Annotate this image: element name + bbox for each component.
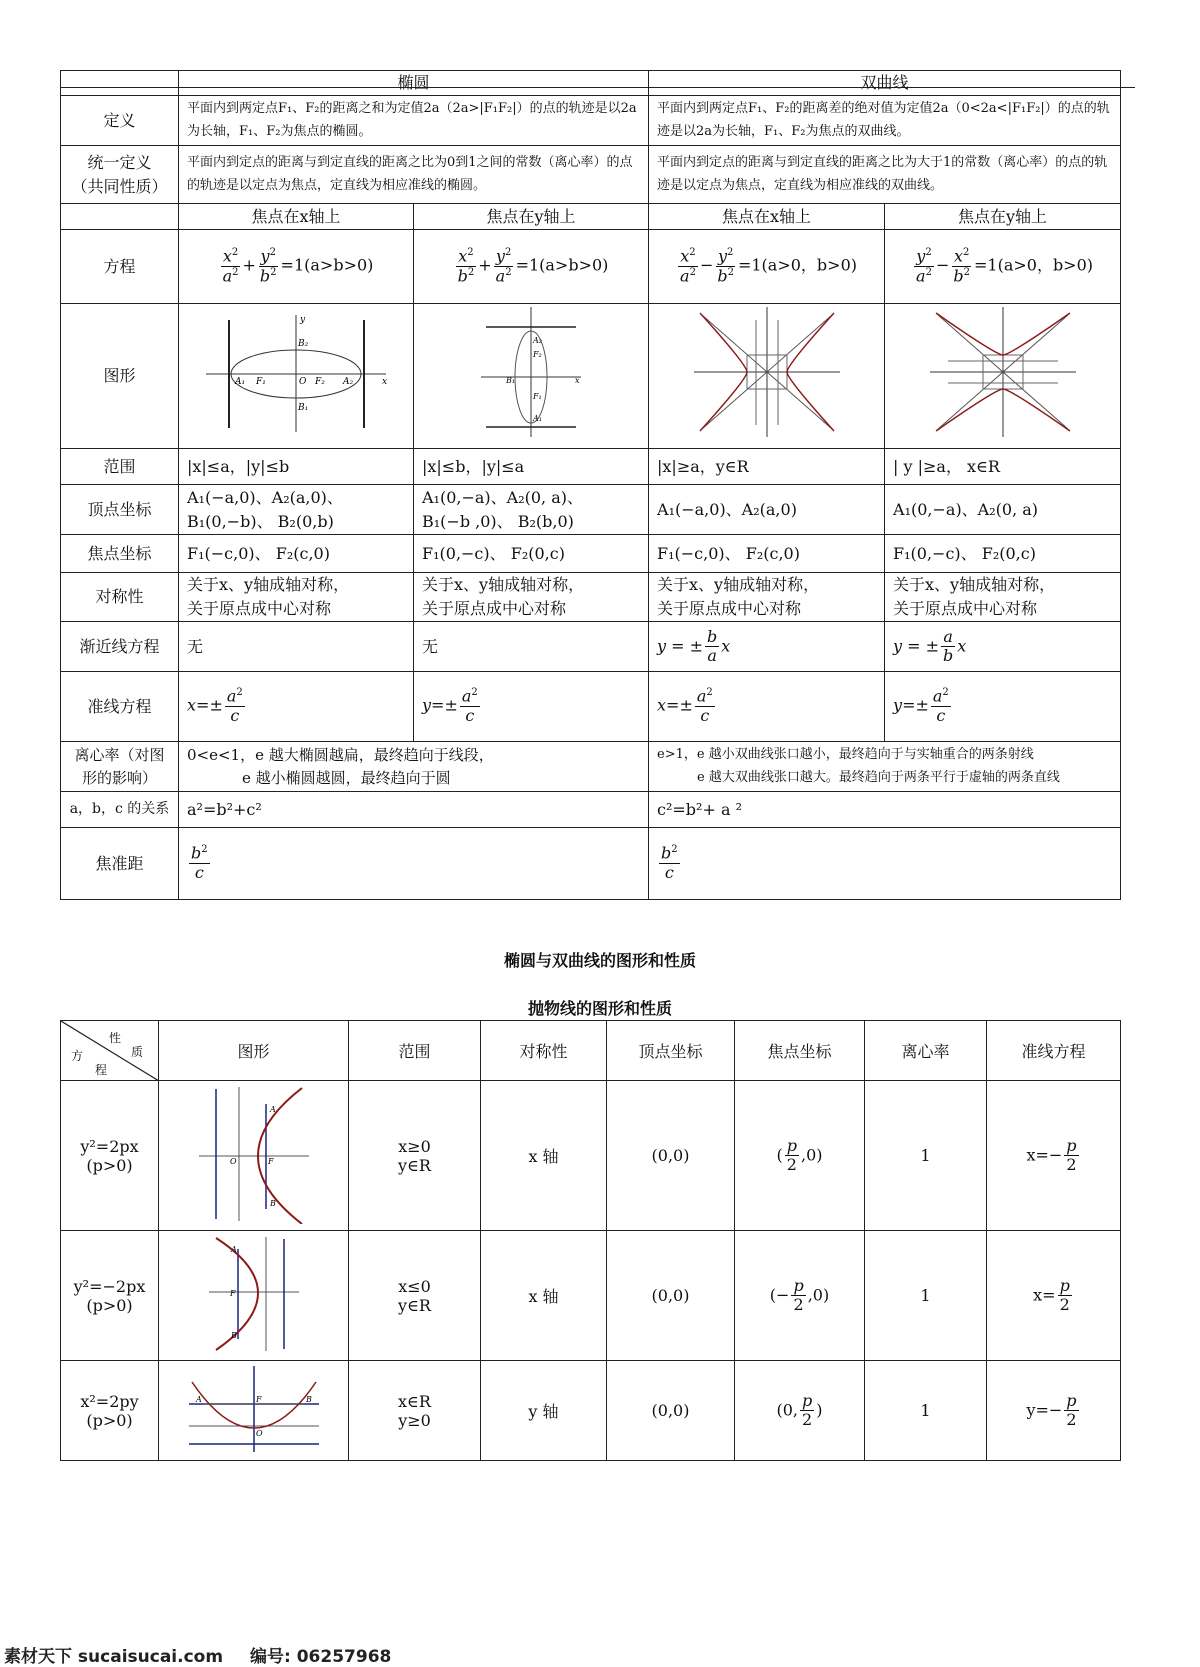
range-1: |x|≤a，|y|≤b: [179, 449, 414, 485]
svg-text:F₁: F₁: [256, 377, 266, 387]
svg-text:B: B: [305, 1394, 312, 1404]
svg-text:B: B: [269, 1198, 276, 1208]
corner-cell: [61, 71, 179, 96]
vertex-row: [61, 485, 1121, 535]
diagonal-corner-cell: 性 质 方 程: [61, 1021, 159, 1081]
vertex-label: 顶点坐标: [61, 485, 179, 535]
sub-header-4: 焦点在y轴上: [885, 204, 1121, 230]
row2-focus: (− $\frac{p}{2}$ ,0): [735, 1231, 865, 1361]
svg-text:F: F: [267, 1156, 274, 1166]
parabola-row-2: [61, 1231, 1121, 1361]
svg-text:F₂: F₂: [533, 350, 542, 359]
parabola-row-1: [61, 1081, 1121, 1231]
focus-1: F₁(−c,0)、 F₂(c,0): [179, 535, 414, 573]
symmetry-3: 关于x、y轴成轴对称， 关于原点成中心对称: [649, 573, 885, 622]
range-2: |x|≤b，|y|≤a: [414, 449, 649, 485]
parabola-header-row: [61, 1021, 1121, 1081]
row1-focus: ( $\frac{p}{2}$ ,0): [735, 1081, 865, 1231]
row2-range: x≤0 y∈R: [349, 1231, 481, 1361]
hyperbola-unified: 平面内到定点的距离与到定直线的距离之比为大于1的常数（离心率）的点的轨迹是以定点为焦点，定直线为相应准线的双曲线。: [649, 146, 1121, 204]
header-vertex: 顶点坐标: [607, 1021, 735, 1081]
hyperbola-y-graph: [928, 305, 1078, 440]
asymptote-1: 无: [179, 622, 414, 672]
row3-vertex: (0,0): [607, 1361, 735, 1461]
vertex-3: A₁(−a,0)、A₂(a,0): [649, 485, 885, 535]
svg-text:x: x: [575, 376, 580, 385]
svg-text:A: A: [269, 1104, 276, 1114]
svg-text:B₁: B₁: [506, 376, 516, 385]
equation-label: 方程: [61, 230, 179, 304]
range-row: [61, 449, 1121, 485]
figure-label: 图形: [61, 304, 179, 449]
asymptote-label: 渐近线方程: [61, 622, 179, 672]
svg-text:F₁: F₁: [533, 392, 542, 401]
svg-text:A: A: [195, 1394, 202, 1404]
row1-equation: y²=2px (p>0): [61, 1081, 159, 1231]
parabola-row-3: [61, 1361, 1121, 1461]
row3-eccentricity: 1: [865, 1361, 987, 1461]
row1-symmetry: x 轴: [481, 1081, 607, 1231]
svg-text:O: O: [299, 377, 307, 387]
svg-text:A₂: A₂: [343, 377, 354, 387]
caption-parabola: 抛物线的图形和性质: [527, 999, 672, 1018]
symmetry-row: [61, 573, 1121, 622]
header-symmetry: 对称性: [481, 1021, 607, 1081]
svg-text:A: A: [230, 1244, 237, 1254]
range-label: 范围: [61, 449, 179, 485]
focal-param-label: 焦准距: [61, 828, 179, 900]
parabola-up-graph: [184, 1364, 324, 1454]
ellipse-unified: 平面内到定点的距离与到定直线的距离之比为0到1之间的常数（离心率）的点的轨迹是以定点为焦点，定直线为相应准线的椭圆。: [179, 146, 649, 204]
svg-text:B₁: B₁: [298, 403, 309, 413]
directrix-2: y=± $\frac{a^2}{c}$: [414, 672, 649, 742]
header-focus: 焦点坐标: [735, 1021, 865, 1081]
svg-text:O: O: [255, 1428, 263, 1438]
ellipse-x-figure: [179, 304, 414, 449]
focus-2: F₁(0,−c)、 F₂(0,c): [414, 535, 649, 573]
row2-vertex: (0,0): [607, 1231, 735, 1361]
focal-param-row: [61, 828, 1121, 900]
parabola-right-graph: [194, 1084, 314, 1224]
sub-header-1: 焦点在x轴上: [179, 204, 414, 230]
row3-figure: [159, 1361, 349, 1461]
figure-row: [61, 304, 1121, 449]
row3-equation: x²=2py (p>0): [61, 1361, 159, 1461]
ellipse-y-graph: [476, 305, 586, 440]
header-range: 范围: [349, 1021, 481, 1081]
equation-ellipse-x: $\frac{x^2}{a^2}$ + $\frac{y^2}{b^2}$ =1(a>b>0): [179, 230, 414, 304]
hyperbola-definition: 平面内到两定点F₁、F₂的距离差的绝对值为定值2a（0<2a<|F₁F₂|）的点的轨迹是以2a为长轴，F₁、F₂为焦点的双曲线。: [649, 96, 1121, 146]
ellipse-definition: 平面内到两定点F₁、F₂的距离之和为定值2a（2a>|F₁F₂|）的点的轨迹是以2a为长轴，F₁、F₂为焦点的椭圆。: [179, 96, 649, 146]
symmetry-label: 对称性: [61, 573, 179, 622]
focus-label: 焦点坐标: [61, 535, 179, 573]
unified-definition-row: [61, 146, 1121, 204]
hyperbola-y-figure: [885, 304, 1121, 449]
row1-eccentricity: 1: [865, 1081, 987, 1231]
symmetry-1: 关于x、y轴成轴对称， 关于原点成中心对称: [179, 573, 414, 622]
definition-row: [61, 96, 1121, 146]
ellipse-y-figure: [414, 304, 649, 449]
hyperbola-header: 双曲线: [649, 71, 1121, 96]
asymptote-4: y = ± $\frac{a}{b}$ x: [885, 622, 1121, 672]
svg-text:A₂: A₂: [533, 336, 542, 345]
symmetry-4: 关于x、y轴成轴对称， 关于原点成中心对称: [885, 573, 1121, 622]
equation-hyperbola-x: $\frac{x^2}{a^2}$ − $\frac{y^2}{b^2}$ =1(a>0，b>0): [649, 230, 885, 304]
ellipse-x-graph: [201, 310, 391, 435]
subheader-row: [61, 204, 1121, 230]
svg-text:F₂: F₂: [315, 377, 325, 387]
row3-focus: (0, $\frac{p}{2}$ ): [735, 1361, 865, 1461]
row1-directrix: x=− $\frac{p}{2}$: [987, 1081, 1121, 1231]
focus-3: F₁(−c,0)、 F₂(c,0): [649, 535, 885, 573]
eccentricity-label: 离心率（对图 形的影响）: [61, 742, 179, 792]
focus-row: [61, 535, 1121, 573]
row2-figure: [159, 1231, 349, 1361]
unified-label: 统一定义 （共同性质）: [61, 146, 179, 204]
watermark-site: 素材天下 sucaisucai.com: [4, 1647, 224, 1667]
directrix-3: x=± $\frac{a^2}{c}$: [649, 672, 885, 742]
sub-header-2: 焦点在y轴上: [414, 204, 649, 230]
equation-ellipse-y: $\frac{x^2}{b^2}$ + $\frac{y^2}{a^2}$ =1(a>b>0): [414, 230, 649, 304]
watermark-bar: [0, 1640, 1200, 1666]
directrix-4: y=± $\frac{a^2}{c}$: [885, 672, 1121, 742]
conic-properties-table: [60, 70, 1121, 900]
directrix-1: x=± $\frac{a^2}{c}$: [179, 672, 414, 742]
row2-directrix: x= $\frac{p}{2}$: [987, 1231, 1121, 1361]
svg-text:A₁: A₁: [533, 414, 542, 423]
svg-text:O: O: [229, 1156, 237, 1166]
row2-symmetry: x 轴: [481, 1231, 607, 1361]
directrix-row: [61, 672, 1121, 742]
focus-4: F₁(0,−c)、 F₂(0,c): [885, 535, 1121, 573]
hyperbola-abc: c²=b²+ a ²: [649, 792, 1121, 828]
hyperbola-eccentricity: e>1，e 越小双曲线张口越小，最终趋向于与实轴重合的两条射线 e 越大双曲线张口越大。最终趋向于两条平行于虚轴的两条直线: [649, 742, 1121, 792]
svg-text:A₁: A₁: [235, 377, 246, 387]
row3-range: x∈R y≥0: [349, 1361, 481, 1461]
vertex-2: A₁(0,−a)、A₂(0, a)、 B₁(−b ,0)、 B₂(b,0): [414, 485, 649, 535]
svg-text:y: y: [300, 315, 306, 325]
header-figure: 图形: [159, 1021, 349, 1081]
asymptote-3: y = ± $\frac{b}{a}$ x: [649, 622, 885, 672]
vertex-1: A₁(−a,0)、A₂(a,0)、 B₁(0,−b)、 B₂(0,b): [179, 485, 414, 535]
watermark-id: 编号: 06257968: [250, 1647, 392, 1667]
equation-hyperbola-y: $\frac{y^2}{a^2}$ − $\frac{x^2}{b^2}$ =1(a>0，b>0): [885, 230, 1121, 304]
svg-text:x: x: [382, 377, 388, 387]
header-row: [61, 71, 1121, 96]
svg-text:F: F: [229, 1288, 236, 1298]
sub-header-3: 焦点在x轴上: [649, 204, 885, 230]
asymptote-row: [61, 622, 1121, 672]
range-3: |x|≥a，y∈R: [649, 449, 885, 485]
svg-text:B: B: [230, 1330, 237, 1340]
ellipse-abc: a²=b²+c²: [179, 792, 649, 828]
row2-eccentricity: 1: [865, 1231, 987, 1361]
header-eccentricity: 离心率: [865, 1021, 987, 1081]
parabola-left-graph: [204, 1234, 304, 1354]
abc-label: a，b，c 的关系: [61, 792, 179, 828]
row2-equation: y²=−2px (p>0): [61, 1231, 159, 1361]
asymptote-2: 无: [414, 622, 649, 672]
vertex-4: A₁(0,−a)、A₂(0, a): [885, 485, 1121, 535]
caption-ellipse-hyperbola: 椭圆与双曲线的图形和性质: [503, 951, 696, 970]
eccentricity-row: [61, 742, 1121, 792]
svg-text:B₂: B₂: [298, 339, 309, 349]
parabola-properties-table: [60, 1020, 1121, 1461]
header-directrix: 准线方程: [987, 1021, 1121, 1081]
ellipse-eccentricity: 0<e<1，e 越大椭圆越扁，最终趋向于线段， e 越小椭圆越圆，最终趋向于圆: [179, 742, 649, 792]
ellipse-focal-param: $\frac{b^2}{c}$: [179, 828, 649, 900]
row1-range: x≥0 y∈R: [349, 1081, 481, 1231]
hyperbola-focal-param: $\frac{b^2}{c}$: [649, 828, 1121, 900]
abc-row: [61, 792, 1121, 828]
definition-label: 定义: [61, 96, 179, 146]
row3-symmetry: y 轴: [481, 1361, 607, 1461]
row1-figure: [159, 1081, 349, 1231]
hyperbola-x-graph: [692, 305, 842, 440]
hyperbola-x-figure: [649, 304, 885, 449]
row3-directrix: y=− $\frac{p}{2}$: [987, 1361, 1121, 1461]
range-4: | y |≥a， x∈R: [885, 449, 1121, 485]
row1-vertex: (0,0): [607, 1081, 735, 1231]
svg-text:F: F: [255, 1394, 262, 1404]
symmetry-2: 关于x、y轴成轴对称， 关于原点成中心对称: [414, 573, 649, 622]
ellipse-header: 椭圆: [179, 71, 649, 96]
equation-row: [61, 230, 1121, 304]
directrix-label: 准线方程: [61, 672, 179, 742]
